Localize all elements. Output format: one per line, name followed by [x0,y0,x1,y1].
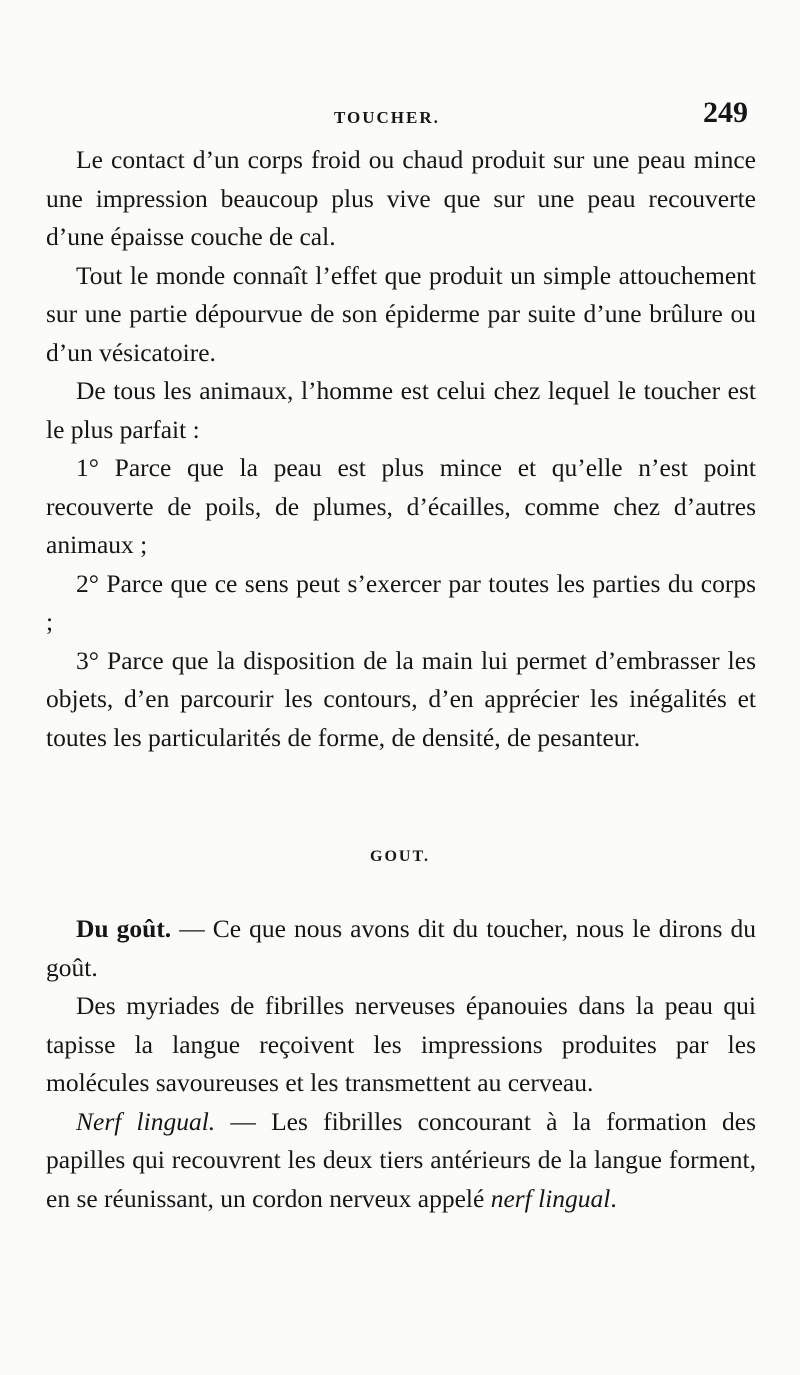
paragraph: 2° Parce que ce sens peut s’exercer par toutes les parties du corps ; [46,568,756,636]
paragraph-end: . [610,1183,617,1213]
gout-text [46,910,756,1218]
paragraph: Le contact d’un corps froid ou chaud produit sur une peau mince une impression beaucoup plus vive que sur une peau recouverte d’une épaisse couche de cal. [46,145,756,251]
paragraph: 3° Parce que la disposition de la main lui permet d’embrasser les objets, d’en parcourir les contours, d’en apprécier les inégalités et toutes les particularités de forme, de densité, de pesanteur. [46,645,756,752]
paragraph: Des myriades de fibrilles nerveuses épanouies dans la peau qui tapisse la langue reçoivent les impressions produites par les molécules savoureuses et les transmettent au cerveau. [46,991,756,1097]
running-head: TOUCHER. [334,108,440,127]
lead-italic: Nerf lingual. [76,1106,216,1136]
paragraph-text: — Les fibrilles concourant à la formation des papilles qui recouvrent les deux tiers antérieurs de la langue forment, en se réunissant, un cordon nerveux appelé [46,1106,756,1213]
lead-text: — Ce que nous avons dit du toucher, nous le dirons du goût. [46,914,756,982]
paragraph [46,1103,756,1219]
section-title: GOUT. [370,848,430,865]
lead-bold: Du goût. [76,914,172,943]
paragraph: Tout le monde connaît l’effet que produit un simple attouchement sur une partie dépourvue de son épiderme par suite d’une brûlure ou d’un vésicatoire. [46,260,756,367]
page-number: 249 [703,96,748,129]
toucher-text [46,141,756,757]
page-header [0,96,800,136]
paragraph: 1° Parce que la peau est plus mince et qu’elle n’est point recouverte de poils, de plumes, d’écailles, comme chez d’autres animaux ; [46,453,756,559]
paragraph: De tous les animaux, l’homme est celui chez lequel le toucher est le plus parfait : [46,376,756,444]
term-italic: nerf lingual [490,1183,611,1213]
paragraph [46,910,756,987]
